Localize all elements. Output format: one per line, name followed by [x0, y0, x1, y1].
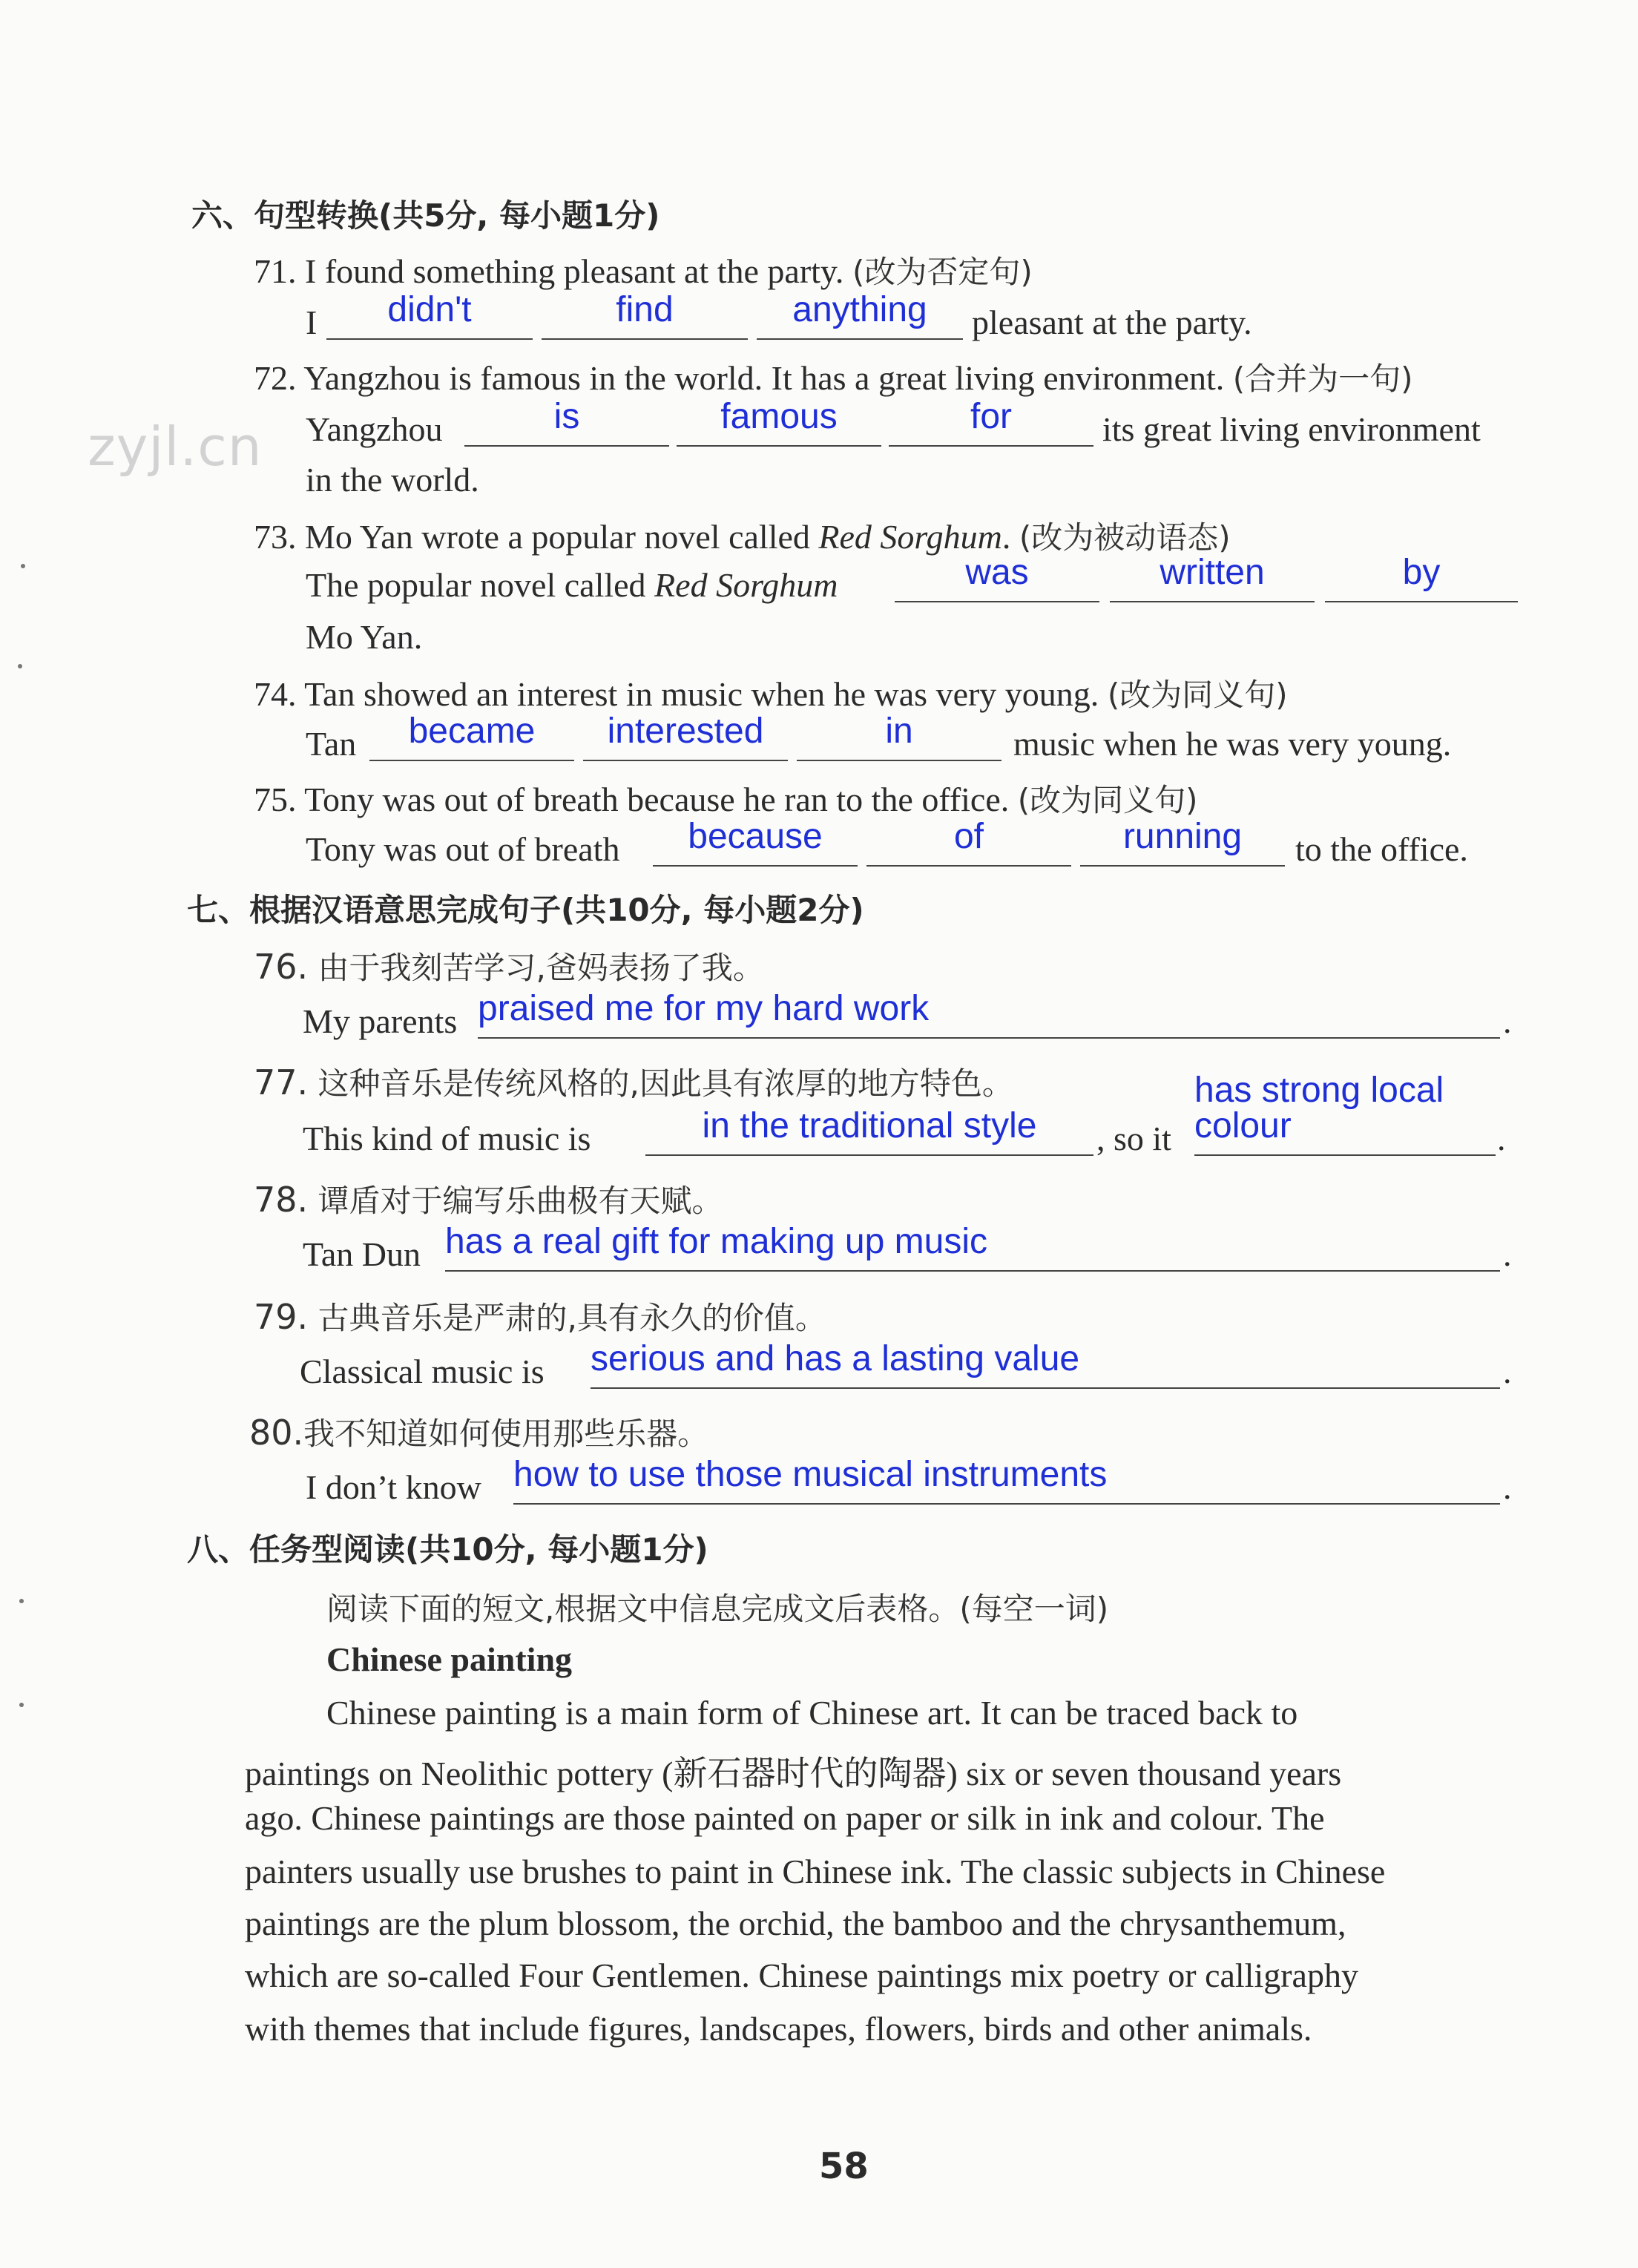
q71-answer-3: anything	[792, 290, 927, 329]
question-74: 74. Tan showed an interest in music when he was very young. (改为同义句)	[254, 675, 1288, 713]
q74-blank-2[interactable]	[583, 711, 788, 761]
q73-blank-2[interactable]	[1110, 553, 1315, 602]
q71-blank-3[interactable]	[757, 290, 963, 340]
passage-line-4: painters usually use brushes to paint in Chinese ink. The classic subjects in Chinese	[245, 1853, 1386, 1890]
question-73: 73. Mo Yan wrote a popular novel called Red Sorghum. (改为被动语态)	[254, 518, 1231, 556]
q77-blank-2[interactable]	[1194, 1071, 1496, 1156]
q71-blank-2[interactable]	[542, 290, 748, 340]
section-6-title: 六、句型转换(共5分, 每小题1分)	[191, 197, 660, 234]
q80-blank[interactable]	[513, 1455, 1500, 1505]
q79-prefix: Classical music is	[300, 1352, 545, 1390]
q72-answer-3: for	[970, 397, 1012, 436]
q73-blank-1[interactable]	[895, 553, 1099, 602]
question-72: 72. Yangzhou is famous in the world. It has a great living environment. (合并为一句)	[254, 359, 1413, 397]
passage-line-6: which are so-called Four Gentlemen. Chinese paintings mix poetry or calligraphy	[245, 1956, 1358, 1994]
question-79: 79. 古典音乐是严肃的,具有永久的价值。	[254, 1297, 826, 1337]
question-75: 75. Tony was out of breath because he ran to the office. (改为同义句)	[254, 780, 1198, 818]
q73-blank-3[interactable]	[1325, 553, 1518, 602]
q78-prefix: Tan Dun	[303, 1235, 421, 1273]
q73-prefix: The popular novel called Red Sorghum	[306, 566, 838, 604]
q74-blank-3[interactable]	[797, 711, 1001, 761]
q76-period: .	[1503, 1002, 1512, 1040]
q72-prefix: Yangzhou	[306, 410, 443, 448]
q75-answer-2: of	[953, 817, 984, 856]
passage-line-7: with themes that include figures, landscapes, flowers, birds and other animals.	[245, 2010, 1312, 2048]
q78-answer: has a real gift for making up music	[445, 1222, 987, 1261]
q72-blank-1[interactable]	[464, 397, 669, 447]
q73-answer-2: written	[1160, 553, 1265, 592]
q75-answer-3: running	[1122, 817, 1243, 856]
q76-prefix: My parents	[303, 1002, 458, 1040]
q75-suffix: to the office.	[1295, 830, 1468, 868]
scan-speck	[21, 564, 25, 568]
q71-blank-1[interactable]	[326, 290, 533, 340]
question-71: 71. I found something pleasant at the party. (改为否定句)	[254, 252, 1033, 290]
q74-suffix: music when he was very young.	[1013, 725, 1452, 763]
q79-blank[interactable]	[591, 1339, 1500, 1389]
passage-line-3: ago. Chinese paintings are those painted on paper or silk in ink and colour. The	[245, 1799, 1325, 1837]
q74-blank-1[interactable]	[369, 711, 574, 761]
q76-answer: praised me for my hard work	[478, 989, 930, 1028]
q72-blank-3[interactable]	[889, 397, 1093, 447]
q73-answer-3: by	[1402, 553, 1441, 592]
q73-continuation: Mo Yan.	[306, 618, 423, 656]
q75-blank-1[interactable]	[653, 817, 858, 867]
question-78: 78. 谭盾对于编写乐曲极有天赋。	[254, 1180, 723, 1220]
q75-blank-2[interactable]	[866, 817, 1071, 867]
q72-continuation: in the world.	[306, 461, 479, 499]
q71-suffix: pleasant at the party.	[972, 303, 1252, 341]
q78-blank[interactable]	[445, 1222, 1500, 1272]
q71-answer-1: didn't	[387, 290, 472, 329]
q71-answer-2: find	[616, 290, 674, 329]
q78-period: .	[1503, 1235, 1512, 1273]
q74-answer-3: in	[885, 711, 913, 751]
watermark: zyjl.cn	[88, 415, 263, 478]
q77-period: .	[1497, 1120, 1506, 1157]
q77-prefix: This kind of music is	[303, 1120, 591, 1157]
question-80: 80.我不知道如何使用那些乐器。	[249, 1413, 709, 1453]
section-8-title: 八、任务型阅读(共10分, 每小题1分)	[187, 1531, 708, 1568]
q72-suffix: its great living environment	[1102, 410, 1481, 448]
question-77: 77. 这种音乐是传统风格的,因此具有浓厚的地方特色。	[254, 1062, 1013, 1102]
q75-blank-3[interactable]	[1080, 817, 1285, 867]
q72-answer-1: is	[553, 397, 580, 436]
q73-answer-1: was	[965, 553, 1029, 592]
section-8-instruction: 阅读下面的短文,根据文中信息完成文后表格。(每空一词)	[326, 1591, 1109, 1627]
q74-prefix: Tan	[306, 725, 357, 763]
q76-blank[interactable]	[478, 989, 1500, 1039]
q75-answer-1: because	[688, 817, 823, 856]
q72-answer-2: famous	[720, 397, 838, 436]
q80-period: .	[1503, 1468, 1512, 1506]
q72-blank-2[interactable]	[677, 397, 881, 447]
q77-blank-1[interactable]	[645, 1106, 1093, 1156]
section-7-title: 七、根据汉语意思完成句子(共10分, 每小题2分)	[187, 892, 864, 928]
scan-speck	[19, 1599, 24, 1603]
passage-line-2: paintings on Neolithic pottery (新石器时代的陶器) six or seven thousand years	[245, 1755, 1342, 1792]
q77-middle: , so it	[1096, 1120, 1171, 1157]
q71-prefix: I	[306, 303, 318, 341]
scan-speck	[19, 1703, 24, 1707]
passage-title: Chinese painting	[326, 1640, 573, 1678]
q79-period: .	[1503, 1352, 1512, 1390]
q75-prefix: Tony was out of breath	[306, 830, 620, 868]
q79-answer: serious and has a lasting value	[591, 1339, 1080, 1378]
q77-answer-2: has strong local colour	[1194, 1071, 1444, 1145]
q80-answer: how to use those musical instruments	[513, 1455, 1108, 1494]
question-76: 76. 由于我刻苦学习,爸妈表扬了我。	[254, 947, 764, 987]
passage-line-5: paintings are the plum blossom, the orchid, the bamboo and the chrysanthemum,	[245, 1904, 1346, 1942]
scan-speck	[18, 664, 22, 668]
q80-prefix: I don’t know	[306, 1468, 481, 1506]
passage-line-1: Chinese painting is a main form of Chinese art. It can be traced back to	[326, 1694, 1298, 1732]
q74-answer-1: became	[408, 711, 536, 751]
q74-answer-2: interested	[607, 711, 764, 751]
q77-answer-1: in the traditional style	[702, 1106, 1037, 1145]
page-number: 58	[819, 2146, 869, 2187]
